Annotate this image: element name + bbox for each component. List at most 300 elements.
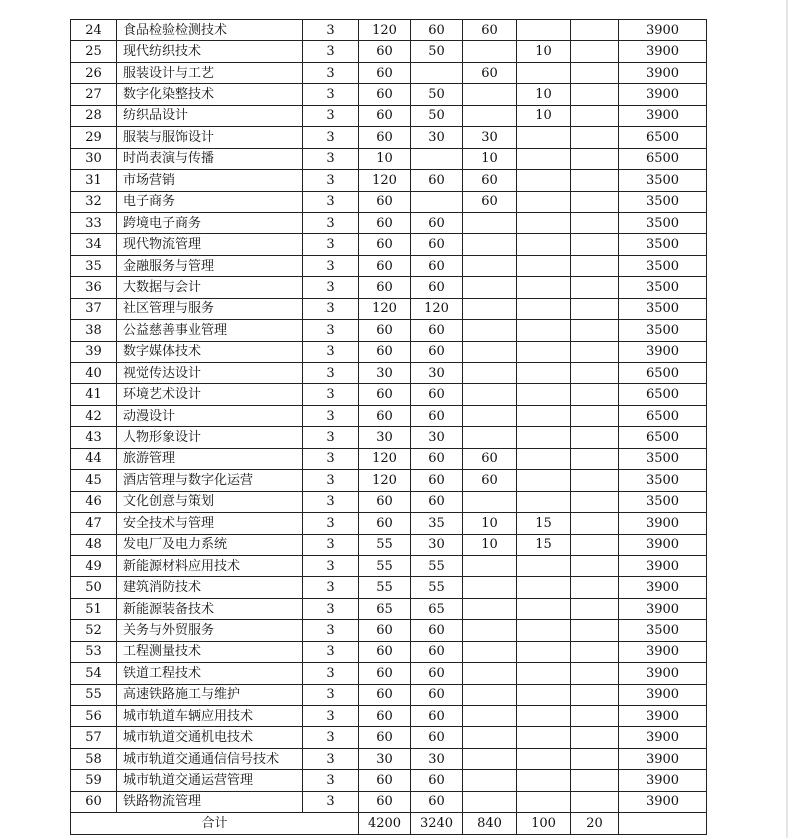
plan-total-cell: 60 <box>359 663 411 684</box>
table-row <box>71 41 707 62</box>
major-name-cell: 电子商务 <box>117 191 303 212</box>
tuition-cell: 3500 <box>619 298 707 319</box>
col-d-cell <box>571 384 619 405</box>
row-number-cell: 58 <box>71 748 117 769</box>
table-row <box>71 277 707 298</box>
table-row <box>71 770 707 791</box>
tuition-cell: 6500 <box>619 384 707 405</box>
table-row <box>71 748 707 769</box>
major-name-cell: 服装设计与工艺 <box>117 62 303 83</box>
table-row <box>71 212 707 233</box>
major-name-cell: 人物形象设计 <box>117 427 303 448</box>
col-a-cell: 55 <box>411 577 463 598</box>
duration-cell: 3 <box>303 191 359 212</box>
tuition-cell: 6500 <box>619 427 707 448</box>
plan-total-cell: 60 <box>359 384 411 405</box>
row-number-cell: 32 <box>71 191 117 212</box>
duration-cell: 3 <box>303 663 359 684</box>
col-d-cell <box>571 170 619 191</box>
col-c-cell <box>517 405 571 426</box>
col-a-cell: 60 <box>411 770 463 791</box>
col-a-cell: 65 <box>411 598 463 619</box>
table-row <box>71 555 707 576</box>
table-row <box>71 791 707 812</box>
col-b-cell: 60 <box>463 470 517 491</box>
col-a-cell: 60 <box>411 684 463 705</box>
col-a-cell: 60 <box>411 620 463 641</box>
col-b-cell: 30 <box>463 127 517 148</box>
table-row <box>71 255 707 276</box>
col-b-cell <box>463 598 517 619</box>
col-b-cell <box>463 491 517 512</box>
duration-cell: 3 <box>303 255 359 276</box>
col-c-cell <box>517 641 571 662</box>
col-b-cell <box>463 663 517 684</box>
tuition-cell: 3500 <box>619 448 707 469</box>
major-name-cell: 环境艺术设计 <box>117 384 303 405</box>
col-a-cell: 50 <box>411 41 463 62</box>
col-a-cell: 60 <box>411 727 463 748</box>
col-d-cell <box>571 405 619 426</box>
row-number-cell: 24 <box>71 20 117 41</box>
col-d-cell <box>571 491 619 512</box>
major-name-cell: 动漫设计 <box>117 405 303 426</box>
plan-total-cell: 60 <box>359 84 411 105</box>
col-c-cell <box>517 20 571 41</box>
col-b-cell: 10 <box>463 534 517 555</box>
col-a-cell <box>411 148 463 169</box>
duration-cell: 3 <box>303 212 359 233</box>
col-d-cell <box>571 534 619 555</box>
col-b-cell <box>463 620 517 641</box>
col-c-cell <box>517 62 571 83</box>
table-row <box>71 598 707 619</box>
col-c-cell <box>517 748 571 769</box>
col-a-cell: 60 <box>411 212 463 233</box>
tuition-cell: 3500 <box>619 170 707 191</box>
col-c-cell <box>517 277 571 298</box>
col-d-cell <box>571 513 619 534</box>
col-d-cell <box>571 641 619 662</box>
col-c-cell: 10 <box>517 41 571 62</box>
table-row <box>71 513 707 534</box>
col-c-cell <box>517 684 571 705</box>
table-row <box>71 170 707 191</box>
col-d-cell <box>571 20 619 41</box>
tuition-cell: 3900 <box>619 20 707 41</box>
col-c-cell <box>517 148 571 169</box>
major-name-cell: 文化创意与策划 <box>117 491 303 512</box>
tuition-cell: 3500 <box>619 212 707 233</box>
row-number-cell: 60 <box>71 791 117 812</box>
duration-cell: 3 <box>303 105 359 126</box>
col-d-cell <box>571 298 619 319</box>
major-name-cell: 新能源装备技术 <box>117 598 303 619</box>
plan-total-cell: 60 <box>359 62 411 83</box>
col-b-cell <box>463 234 517 255</box>
major-name-cell: 安全技术与管理 <box>117 513 303 534</box>
plan-total-cell: 30 <box>359 427 411 448</box>
major-name-cell: 城市轨道交通运营管理 <box>117 770 303 791</box>
col-b-cell <box>463 320 517 341</box>
plan-total-cell: 60 <box>359 277 411 298</box>
col-d-cell <box>571 727 619 748</box>
tuition-cell: 3900 <box>619 105 707 126</box>
col-b-cell <box>463 684 517 705</box>
tuition-cell: 6500 <box>619 363 707 384</box>
col-d-cell <box>571 791 619 812</box>
duration-cell: 3 <box>303 148 359 169</box>
major-name-cell: 新能源材料应用技术 <box>117 555 303 576</box>
duration-cell: 3 <box>303 513 359 534</box>
major-name-cell: 铁路物流管理 <box>117 791 303 812</box>
duration-cell: 3 <box>303 727 359 748</box>
tuition-cell: 3900 <box>619 684 707 705</box>
row-number-cell: 33 <box>71 212 117 233</box>
table-row <box>71 663 707 684</box>
plan-total-cell: 60 <box>359 513 411 534</box>
table-row <box>71 62 707 83</box>
col-c-cell <box>517 127 571 148</box>
col-c-cell <box>517 320 571 341</box>
col-d-cell <box>571 363 619 384</box>
col-d-cell <box>571 448 619 469</box>
plan-total-cell: 60 <box>359 684 411 705</box>
tuition-cell: 3500 <box>619 255 707 276</box>
duration-cell: 3 <box>303 555 359 576</box>
tuition-cell: 6500 <box>619 127 707 148</box>
col-d-cell <box>571 470 619 491</box>
total-value-cell: 4200 <box>359 813 411 834</box>
col-a-cell: 60 <box>411 234 463 255</box>
col-a-cell: 60 <box>411 341 463 362</box>
col-a-cell: 120 <box>411 298 463 319</box>
col-c-cell <box>517 427 571 448</box>
col-a-cell: 60 <box>411 255 463 276</box>
col-c-cell <box>517 384 571 405</box>
duration-cell: 3 <box>303 641 359 662</box>
col-c-cell <box>517 234 571 255</box>
col-d-cell <box>571 620 619 641</box>
col-c-cell <box>517 363 571 384</box>
col-a-cell: 60 <box>411 491 463 512</box>
plan-total-cell: 30 <box>359 363 411 384</box>
duration-cell: 3 <box>303 234 359 255</box>
duration-cell: 3 <box>303 298 359 319</box>
col-b-cell <box>463 341 517 362</box>
total-value-cell <box>619 813 707 834</box>
tuition-cell: 3500 <box>619 620 707 641</box>
col-b-cell: 60 <box>463 20 517 41</box>
col-b-cell <box>463 641 517 662</box>
plan-total-cell: 65 <box>359 598 411 619</box>
row-number-cell: 27 <box>71 84 117 105</box>
duration-cell: 3 <box>303 470 359 491</box>
plan-total-cell: 60 <box>359 791 411 812</box>
plan-total-cell: 60 <box>359 620 411 641</box>
col-c-cell: 10 <box>517 84 571 105</box>
row-number-cell: 40 <box>71 363 117 384</box>
tuition-cell: 3900 <box>619 770 707 791</box>
col-a-cell: 30 <box>411 127 463 148</box>
plan-total-cell: 120 <box>359 470 411 491</box>
col-b-cell <box>463 298 517 319</box>
col-d-cell <box>571 684 619 705</box>
col-d-cell <box>571 598 619 619</box>
plan-total-cell: 120 <box>359 298 411 319</box>
table-row <box>71 20 707 41</box>
duration-cell: 3 <box>303 427 359 448</box>
total-label: 合计 <box>71 813 359 834</box>
col-d-cell <box>571 577 619 598</box>
major-name-cell: 社区管理与服务 <box>117 298 303 319</box>
col-c-cell <box>517 341 571 362</box>
row-number-cell: 56 <box>71 706 117 727</box>
table-row <box>71 363 707 384</box>
tuition-cell: 3900 <box>619 341 707 362</box>
row-number-cell: 38 <box>71 320 117 341</box>
table-row <box>71 191 707 212</box>
plan-total-cell: 120 <box>359 20 411 41</box>
col-b-cell <box>463 41 517 62</box>
col-a-cell: 55 <box>411 555 463 576</box>
duration-cell: 3 <box>303 127 359 148</box>
row-number-cell: 36 <box>71 277 117 298</box>
table-row <box>71 684 707 705</box>
major-name-cell: 城市轨道交通通信信号技术 <box>117 748 303 769</box>
table-row <box>71 384 707 405</box>
major-name-cell: 服装与服饰设计 <box>117 127 303 148</box>
duration-cell: 3 <box>303 320 359 341</box>
col-c-cell <box>517 212 571 233</box>
row-number-cell: 49 <box>71 555 117 576</box>
tuition-cell: 6500 <box>619 405 707 426</box>
plan-total-cell: 60 <box>359 727 411 748</box>
major-name-cell: 纺织品设计 <box>117 105 303 126</box>
total-value-cell: 100 <box>517 813 571 834</box>
table-row <box>71 534 707 555</box>
col-a-cell: 35 <box>411 513 463 534</box>
col-a-cell: 60 <box>411 20 463 41</box>
col-b-cell <box>463 727 517 748</box>
col-a-cell <box>411 191 463 212</box>
tuition-cell: 3500 <box>619 234 707 255</box>
duration-cell: 3 <box>303 748 359 769</box>
col-c-cell <box>517 298 571 319</box>
tuition-cell: 3900 <box>619 748 707 769</box>
col-d-cell <box>571 234 619 255</box>
major-name-cell: 建筑消防技术 <box>117 577 303 598</box>
col-c-cell: 15 <box>517 513 571 534</box>
col-a-cell: 50 <box>411 105 463 126</box>
col-b-cell <box>463 770 517 791</box>
col-c-cell <box>517 791 571 812</box>
duration-cell: 3 <box>303 170 359 191</box>
duration-cell: 3 <box>303 363 359 384</box>
duration-cell: 3 <box>303 684 359 705</box>
col-a-cell: 60 <box>411 663 463 684</box>
col-a-cell: 60 <box>411 405 463 426</box>
col-a-cell: 60 <box>411 641 463 662</box>
duration-cell: 3 <box>303 405 359 426</box>
tuition-cell: 3900 <box>619 62 707 83</box>
table-row <box>71 127 707 148</box>
col-b-cell <box>463 277 517 298</box>
col-c-cell <box>517 620 571 641</box>
col-b-cell <box>463 748 517 769</box>
duration-cell: 3 <box>303 84 359 105</box>
row-number-cell: 28 <box>71 105 117 126</box>
plan-total-cell: 60 <box>359 212 411 233</box>
table-row <box>71 641 707 662</box>
col-c-cell: 15 <box>517 534 571 555</box>
col-c-cell <box>517 448 571 469</box>
plan-total-cell: 60 <box>359 491 411 512</box>
duration-cell: 3 <box>303 341 359 362</box>
row-number-cell: 57 <box>71 727 117 748</box>
col-b-cell: 60 <box>463 448 517 469</box>
table-row <box>71 620 707 641</box>
major-name-cell: 关务与外贸服务 <box>117 620 303 641</box>
plan-total-cell: 30 <box>359 748 411 769</box>
col-c-cell <box>517 727 571 748</box>
col-d-cell <box>571 555 619 576</box>
col-d-cell <box>571 255 619 276</box>
table-row <box>71 491 707 512</box>
table-row <box>71 234 707 255</box>
duration-cell: 3 <box>303 20 359 41</box>
row-number-cell: 46 <box>71 491 117 512</box>
major-name-cell: 发电厂及电力系统 <box>117 534 303 555</box>
tuition-cell: 3900 <box>619 791 707 812</box>
tuition-cell: 3500 <box>619 491 707 512</box>
row-number-cell: 54 <box>71 663 117 684</box>
col-d-cell <box>571 277 619 298</box>
table-row <box>71 427 707 448</box>
row-number-cell: 51 <box>71 598 117 619</box>
col-d-cell <box>571 41 619 62</box>
col-b-cell <box>463 555 517 576</box>
total-value-cell: 20 <box>571 813 619 834</box>
plan-total-cell: 60 <box>359 641 411 662</box>
col-d-cell <box>571 706 619 727</box>
col-a-cell: 30 <box>411 427 463 448</box>
col-d-cell <box>571 663 619 684</box>
col-c-cell <box>517 555 571 576</box>
col-c-cell <box>517 255 571 276</box>
major-name-cell: 旅游管理 <box>117 448 303 469</box>
enrollment-plan-table <box>70 19 707 835</box>
row-number-cell: 41 <box>71 384 117 405</box>
duration-cell: 3 <box>303 384 359 405</box>
tuition-cell: 3500 <box>619 320 707 341</box>
tuition-cell: 3900 <box>619 598 707 619</box>
plan-total-cell: 55 <box>359 577 411 598</box>
table-row <box>71 84 707 105</box>
col-a-cell: 30 <box>411 363 463 384</box>
col-d-cell <box>571 748 619 769</box>
plan-total-cell: 60 <box>359 41 411 62</box>
duration-cell: 3 <box>303 598 359 619</box>
row-number-cell: 39 <box>71 341 117 362</box>
col-b-cell: 10 <box>463 148 517 169</box>
tuition-cell: 3900 <box>619 534 707 555</box>
row-number-cell: 42 <box>71 405 117 426</box>
col-c-cell <box>517 706 571 727</box>
col-b-cell <box>463 427 517 448</box>
tuition-cell: 3500 <box>619 277 707 298</box>
col-c-cell: 10 <box>517 105 571 126</box>
major-name-cell: 高速铁路施工与维护 <box>117 684 303 705</box>
total-value-cell: 3240 <box>411 813 463 834</box>
tuition-cell: 3900 <box>619 641 707 662</box>
col-b-cell: 60 <box>463 62 517 83</box>
plan-total-cell: 60 <box>359 405 411 426</box>
row-number-cell: 35 <box>71 255 117 276</box>
total-value-cell: 840 <box>463 813 517 834</box>
row-number-cell: 50 <box>71 577 117 598</box>
row-number-cell: 52 <box>71 620 117 641</box>
duration-cell: 3 <box>303 791 359 812</box>
duration-cell: 3 <box>303 62 359 83</box>
row-number-cell: 44 <box>71 448 117 469</box>
row-number-cell: 45 <box>71 470 117 491</box>
plan-total-cell: 60 <box>359 234 411 255</box>
col-a-cell: 60 <box>411 277 463 298</box>
plan-total-cell: 60 <box>359 105 411 126</box>
major-name-cell: 酒店管理与数字化运营 <box>117 470 303 491</box>
col-d-cell <box>571 191 619 212</box>
plan-total-cell: 60 <box>359 770 411 791</box>
major-name-cell: 时尚表演与传播 <box>117 148 303 169</box>
col-d-cell <box>571 62 619 83</box>
col-a-cell <box>411 62 463 83</box>
col-d-cell <box>571 320 619 341</box>
duration-cell: 3 <box>303 770 359 791</box>
table-row <box>71 706 707 727</box>
major-name-cell: 跨境电子商务 <box>117 212 303 233</box>
major-name-cell: 大数据与会计 <box>117 277 303 298</box>
col-b-cell <box>463 706 517 727</box>
row-number-cell: 26 <box>71 62 117 83</box>
table-row <box>71 405 707 426</box>
col-b-cell: 60 <box>463 170 517 191</box>
major-name-cell: 公益慈善事业管理 <box>117 320 303 341</box>
duration-cell: 3 <box>303 620 359 641</box>
row-number-cell: 25 <box>71 41 117 62</box>
plan-total-cell: 120 <box>359 170 411 191</box>
plan-total-cell: 60 <box>359 191 411 212</box>
table-row <box>71 148 707 169</box>
row-number-cell: 37 <box>71 298 117 319</box>
major-name-cell: 现代纺织技术 <box>117 41 303 62</box>
table-row <box>71 105 707 126</box>
tuition-cell: 3900 <box>619 41 707 62</box>
duration-cell: 3 <box>303 534 359 555</box>
col-a-cell: 30 <box>411 534 463 555</box>
tuition-cell: 3900 <box>619 663 707 684</box>
col-d-cell <box>571 341 619 362</box>
tuition-cell: 3900 <box>619 84 707 105</box>
plan-total-cell: 10 <box>359 148 411 169</box>
tuition-cell: 3900 <box>619 727 707 748</box>
table-row <box>71 298 707 319</box>
table-row <box>71 470 707 491</box>
major-name-cell: 现代物流管理 <box>117 234 303 255</box>
plan-total-cell: 60 <box>359 341 411 362</box>
major-name-cell: 市场营销 <box>117 170 303 191</box>
major-name-cell: 金融服务与管理 <box>117 255 303 276</box>
